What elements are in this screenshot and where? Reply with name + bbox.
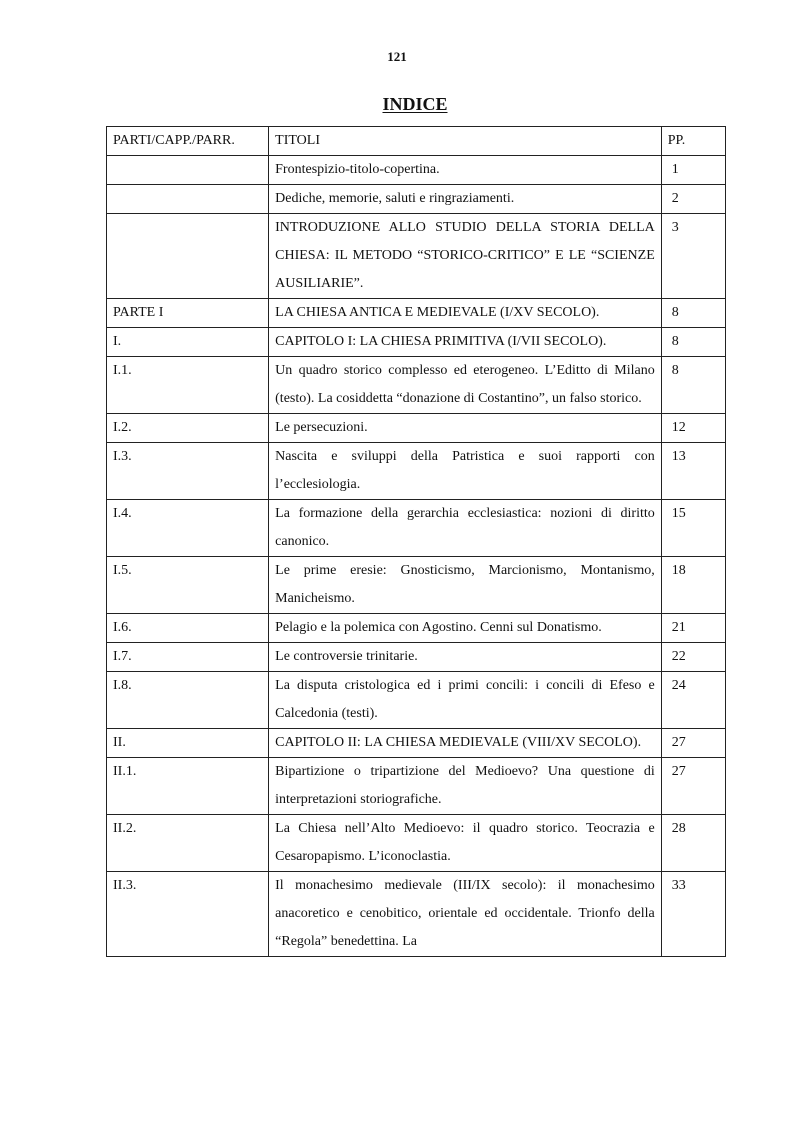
index-row bbox=[107, 328, 726, 357]
page-title: INDICE bbox=[382, 94, 448, 114]
row-title: Frontespizio-titolo-copertina. bbox=[269, 156, 662, 185]
index-row bbox=[107, 299, 726, 328]
row-page: 8 bbox=[671, 305, 679, 320]
header-page: PP. bbox=[661, 127, 725, 156]
row-title: La Chiesa nell’Alto Medioevo: il quadro storico. Teocrazia e Cesaropapismo. L’iconoclastia. bbox=[269, 815, 662, 872]
row-part: II. bbox=[107, 729, 269, 758]
row-title: Le persecuzioni. bbox=[269, 414, 662, 443]
index-table-body bbox=[107, 127, 726, 957]
row-page-cell bbox=[661, 299, 725, 328]
row-part: I.2. bbox=[107, 414, 269, 443]
row-part: I. bbox=[107, 328, 269, 357]
row-page-cell bbox=[661, 185, 725, 214]
row-part bbox=[107, 185, 269, 214]
row-page: 24 bbox=[671, 678, 686, 693]
row-page: 27 bbox=[671, 735, 686, 750]
index-row bbox=[107, 758, 726, 815]
index-row bbox=[107, 614, 726, 643]
row-part: PARTE I bbox=[107, 299, 269, 328]
row-page: 28 bbox=[671, 821, 686, 836]
index-header-row bbox=[107, 127, 726, 156]
row-page: 18 bbox=[671, 563, 686, 578]
row-page-cell bbox=[661, 672, 725, 729]
row-page: 1 bbox=[671, 162, 679, 177]
row-title: Il monachesimo medievale (III/IX secolo): il monachesimo anacoretico e cenobitico, orientale ed occidentale. Trionfo della “Regola” benedettina. La bbox=[269, 872, 662, 957]
row-page-cell bbox=[661, 815, 725, 872]
row-page: 8 bbox=[671, 363, 679, 378]
row-part: II.3. bbox=[107, 872, 269, 957]
row-title: Le controversie trinitarie. bbox=[269, 643, 662, 672]
row-title: Nascita e sviluppi della Patristica e suoi rapporti con l’ecclesiologia. bbox=[269, 443, 662, 500]
row-page: 2 bbox=[671, 191, 679, 206]
index-row bbox=[107, 557, 726, 614]
row-page-cell bbox=[661, 557, 725, 614]
row-part: I.1. bbox=[107, 357, 269, 414]
row-title: Un quadro storico complesso ed eterogeneo. L’Editto di Milano (testo). La cosiddetta “donazione di Costantino”, un falso storico. bbox=[269, 357, 662, 414]
row-page: 12 bbox=[671, 420, 686, 435]
row-title: Dediche, memorie, saluti e ringraziamenti. bbox=[269, 185, 662, 214]
header-title: TITOLI bbox=[269, 127, 662, 156]
row-part bbox=[107, 156, 269, 185]
row-page: 27 bbox=[671, 764, 686, 779]
page-number: 121 bbox=[387, 49, 407, 64]
row-title: Pelagio e la polemica con Agostino. Cenni sul Donatismo. bbox=[269, 614, 662, 643]
row-page-cell bbox=[661, 614, 725, 643]
header-part: PARTI/CAPP./PARR. bbox=[107, 127, 269, 156]
index-table bbox=[106, 126, 726, 957]
row-page-cell bbox=[661, 156, 725, 185]
row-title: LA CHIESA ANTICA E MEDIEVALE (I/XV SECOLO). bbox=[269, 299, 662, 328]
row-part: I.4. bbox=[107, 500, 269, 557]
row-page-cell bbox=[661, 500, 725, 557]
index-row bbox=[107, 357, 726, 414]
row-page-cell bbox=[661, 758, 725, 815]
row-part bbox=[107, 214, 269, 299]
row-part: I.3. bbox=[107, 443, 269, 500]
row-page-cell bbox=[661, 872, 725, 957]
row-part: I.7. bbox=[107, 643, 269, 672]
row-title: Bipartizione o tripartizione del Medioevo? Una questione di interpretazioni storiografiche. bbox=[269, 758, 662, 815]
index-row bbox=[107, 672, 726, 729]
index-row bbox=[107, 500, 726, 557]
row-page-cell bbox=[661, 443, 725, 500]
row-title: Le prime eresie: Gnosticismo, Marcionismo, Montanismo, Manicheismo. bbox=[269, 557, 662, 614]
index-row bbox=[107, 214, 726, 299]
row-title: La disputa cristologica ed i primi concili: i concili di Efeso e Calcedonia (testi). bbox=[269, 672, 662, 729]
row-page: 33 bbox=[671, 878, 686, 893]
row-page: 3 bbox=[671, 220, 679, 235]
row-page-cell bbox=[661, 357, 725, 414]
row-page: 22 bbox=[671, 649, 686, 664]
row-page-cell bbox=[661, 328, 725, 357]
row-part: I.6. bbox=[107, 614, 269, 643]
row-page: 15 bbox=[671, 506, 686, 521]
index-row bbox=[107, 815, 726, 872]
index-row bbox=[107, 414, 726, 443]
row-part: I.8. bbox=[107, 672, 269, 729]
row-part: I.5. bbox=[107, 557, 269, 614]
row-page: 8 bbox=[671, 334, 679, 349]
row-title: CAPITOLO I: LA CHIESA PRIMITIVA (I/VII SECOLO). bbox=[269, 328, 662, 357]
index-row bbox=[107, 156, 726, 185]
row-page-cell bbox=[661, 729, 725, 758]
index-row bbox=[107, 729, 726, 758]
index-row bbox=[107, 185, 726, 214]
index-row bbox=[107, 872, 726, 957]
row-page-cell bbox=[661, 214, 725, 299]
row-title: La formazione della gerarchia ecclesiastica: nozioni di diritto canonico. bbox=[269, 500, 662, 557]
row-page-cell bbox=[661, 414, 725, 443]
index-row bbox=[107, 443, 726, 500]
row-page-cell bbox=[661, 643, 725, 672]
index-row bbox=[107, 643, 726, 672]
row-part: II.1. bbox=[107, 758, 269, 815]
row-title: CAPITOLO II: LA CHIESA MEDIEVALE (VIII/XV SECOLO). bbox=[269, 729, 662, 758]
row-part: II.2. bbox=[107, 815, 269, 872]
row-page: 13 bbox=[671, 449, 686, 464]
row-page: 21 bbox=[671, 620, 686, 635]
row-title: INTRODUZIONE ALLO STUDIO DELLA STORIA DELLA CHIESA: IL METODO “STORICO-CRITICO” E LE “SCIENZE AUSILIARIE”. bbox=[269, 214, 662, 299]
